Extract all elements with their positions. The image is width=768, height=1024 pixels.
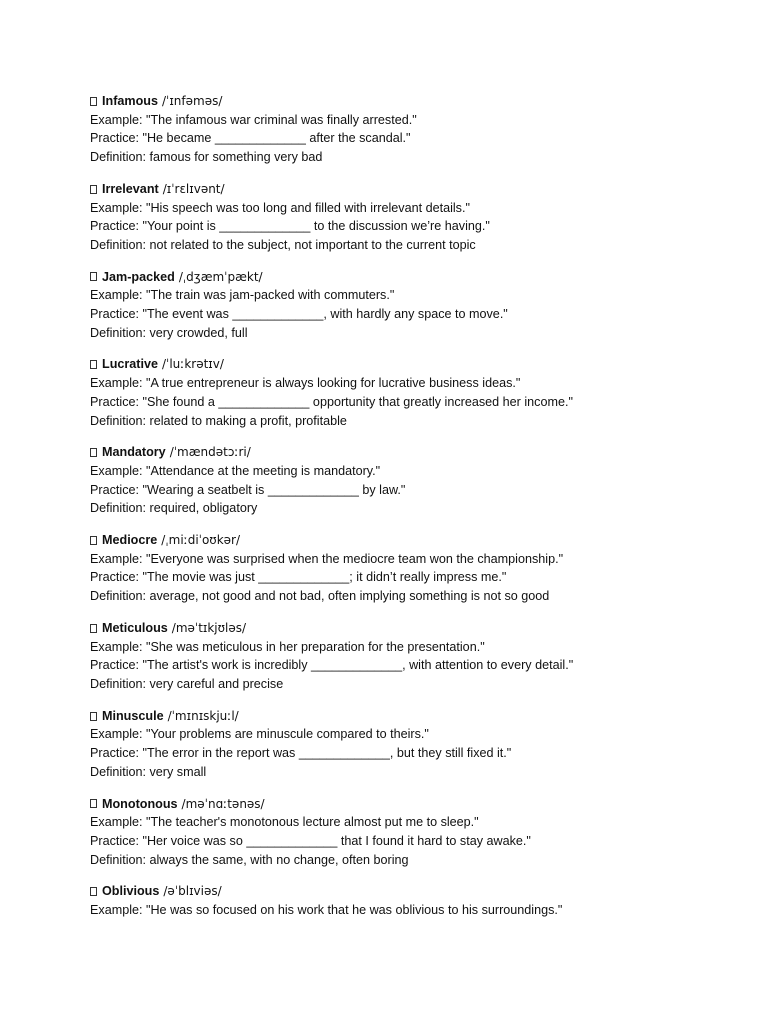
entry-word: Minuscule <box>102 708 164 723</box>
missing-glyph-icon <box>90 887 97 896</box>
entry-word: Monotonous <box>102 796 178 811</box>
entry-pronunciation: /məˈtɪkjʊləs/ <box>171 620 247 635</box>
entry-pronunciation: /ˈmændətɔːri/ <box>169 445 251 460</box>
entry-minuscule <box>90 707 730 782</box>
entry-definition: Definition: very crowded, full <box>90 325 248 340</box>
entry-example: Example: "Your problems are minuscule compared to theirs." <box>90 727 429 742</box>
entry-definition: Definition: always the same, with no change, often boring <box>90 852 409 867</box>
missing-glyph-icon <box>90 360 97 369</box>
entry-example: Example: "The infamous war criminal was finally arrested." <box>90 112 417 127</box>
entry-jam-packed <box>90 268 730 343</box>
entry-pronunciation: /ˌmiːdiˈoʊkər/ <box>161 533 241 548</box>
entry-pronunciation: /məˈnɑːtənəs/ <box>181 796 265 811</box>
entry-example: Example: "The train was jam-packed with commuters." <box>90 288 395 303</box>
missing-glyph-icon <box>90 624 97 633</box>
entry-practice: Practice: "The movie was just _____________; it didn’t really impress me." <box>90 570 507 585</box>
entry-example: Example: "A true entrepreneur is always looking for lucrative business ideas." <box>90 376 521 391</box>
entry-lucrative <box>90 355 730 430</box>
entry-word: Meticulous <box>102 620 168 635</box>
entry-pronunciation: /ˈluːkrətɪv/ <box>162 357 224 372</box>
entry-practice: Practice: "The event was _____________, with hardly any space to move." <box>90 307 508 322</box>
entry-example: Example: "Attendance at the meeting is mandatory." <box>90 463 381 478</box>
entry-definition: Definition: related to making a profit, profitable <box>90 413 347 428</box>
entry-pronunciation: /əˈblɪviəs/ <box>163 884 222 899</box>
entry-mandatory <box>90 443 730 518</box>
entry-example: Example: "Everyone was surprised when the mediocre team won the championship." <box>90 551 564 566</box>
entry-definition: Definition: average, not good and not bad, often implying something is not so good <box>90 589 550 604</box>
entry-monotonous <box>90 795 730 870</box>
missing-glyph-icon <box>90 799 97 808</box>
entry-irrelevant <box>90 180 730 255</box>
entry-infamous <box>90 92 730 167</box>
entry-word: Infamous <box>102 94 158 108</box>
entry-example: Example: "He was so focused on his work that he was oblivious to his surroundings." <box>90 903 563 918</box>
entry-example: Example: "The teacher's monotonous lecture almost put me to sleep." <box>90 815 479 830</box>
entry-definition: Definition: not related to the subject, not important to the current topic <box>90 237 476 252</box>
entry-word: Oblivious <box>102 884 160 899</box>
entry-example: Example: "She was meticulous in her preparation for the presentation." <box>90 639 485 654</box>
entry-word: Mandatory <box>102 445 166 460</box>
entry-mediocre <box>90 531 730 606</box>
entry-definition: Definition: very careful and precise <box>90 676 284 691</box>
entry-example: Example: "His speech was too long and filled with irrelevant details." <box>90 200 470 215</box>
entry-practice: Practice: "She found a _____________ opportunity that greatly increased her income." <box>90 394 573 409</box>
entry-practice: Practice: "Your point is _____________ to the discussion we’re having." <box>90 219 490 234</box>
missing-glyph-icon <box>90 97 97 106</box>
missing-glyph-icon <box>90 185 97 194</box>
entry-word: Lucrative <box>102 357 158 372</box>
missing-glyph-icon <box>90 536 97 545</box>
entry-definition: Definition: very small <box>90 764 207 779</box>
entry-pronunciation: /ˈmɪnɪskjuːl/ <box>167 708 239 723</box>
vocabulary-list <box>90 92 730 933</box>
entry-pronunciation: /ɪˈrɛlɪvənt/ <box>162 181 225 196</box>
entry-practice: Practice: "He became _____________ after the scandal." <box>90 131 411 146</box>
entry-practice: Practice: "The error in the report was _____________, but they still fixed it." <box>90 746 512 761</box>
entry-word: Irrelevant <box>102 181 159 196</box>
entry-meticulous <box>90 619 730 694</box>
entry-practice: Practice: "Wearing a seatbelt is _____________ by law." <box>90 482 406 497</box>
missing-glyph-icon <box>90 448 97 457</box>
entry-definition: Definition: required, obligatory <box>90 501 258 516</box>
entry-word: Jam-packed <box>102 269 175 284</box>
entry-oblivious <box>90 882 730 919</box>
entry-word: Mediocre <box>102 533 158 548</box>
missing-glyph-icon <box>90 712 97 721</box>
entry-pronunciation: /ˌdʒæmˈpækt/ <box>178 269 263 284</box>
entry-practice: Practice: "The artist's work is incredibly _____________, with attention to every detail." <box>90 658 574 673</box>
missing-glyph-icon <box>90 272 97 281</box>
entry-practice: Practice: "Her voice was so _____________ that I found it hard to stay awake." <box>90 833 531 848</box>
entry-definition: Definition: famous for something very bad <box>90 150 323 165</box>
entry-pronunciation: /ˈɪnfəməs/ <box>161 94 223 108</box>
